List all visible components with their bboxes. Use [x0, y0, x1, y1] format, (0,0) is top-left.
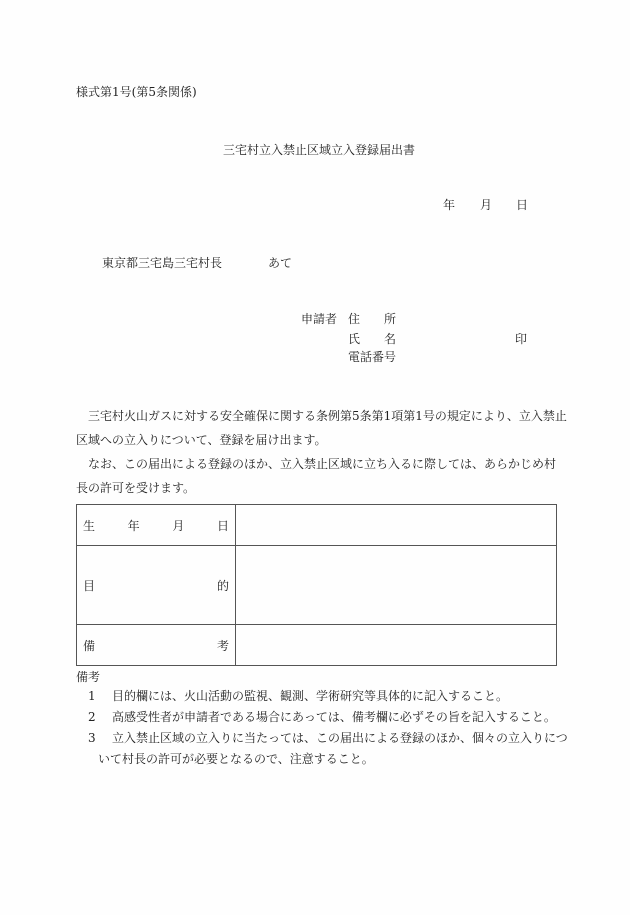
note-text: 立入禁止区域の立入りに当たっては、この届出による登録のほか、個々の立入りにつ [112, 731, 568, 745]
table-row-remarks [77, 625, 557, 666]
document-title: 三宅村立入禁止区域立入登録届出書 [222, 143, 415, 157]
applicant-label: 申請者 [301, 312, 338, 326]
note-item-3 [88, 728, 568, 749]
label-char: 目 [83, 578, 96, 593]
remarks-field[interactable] [236, 625, 557, 666]
address-label-2: 所 [384, 312, 397, 326]
note-item-3-continuation: いて村長の許可が必要となるので、注意すること。 [98, 752, 374, 766]
form-number: 様式第1号(第5条関係) [76, 85, 197, 99]
note-text: 高感受性者が申請者である場合にあっては、備考欄に必ずその旨を記入すること。 [112, 710, 556, 724]
body-para1-line1: 三宅村火山ガスに対する安全確保に関する条例第5条第1項第1号の規定により、立入禁止 [88, 409, 567, 423]
table-row-purpose [77, 546, 557, 625]
note-number: 1 [88, 689, 96, 703]
birthdate-label [77, 505, 236, 546]
label-char: 備 [83, 638, 96, 653]
label-char: 日 [216, 518, 229, 533]
label-char: 考 [216, 638, 229, 653]
remarks-label [77, 625, 236, 666]
note-item-1 [88, 686, 508, 707]
note-item-2 [88, 707, 556, 728]
birthdate-field[interactable] [236, 505, 557, 546]
body-para1-line2: 区域への立入りについて、登録を届け出ます。 [76, 433, 327, 447]
date-year-label: 年 [443, 198, 456, 212]
note-number: 2 [88, 710, 96, 724]
label-char: 生 [83, 518, 96, 533]
phone-label: 電話番号 [348, 350, 397, 364]
body-para2-line1: なお、この届出による登録のほか、立入禁止区域に立ち入るに際しては、あらかじめ村 [88, 457, 557, 471]
date-month-label: 月 [480, 198, 493, 212]
name-label-1: 氏 [348, 332, 361, 346]
note-number: 3 [88, 731, 96, 745]
label-char: 的 [216, 578, 229, 593]
table-row-birthdate [77, 505, 557, 546]
addressee-name: 東京都三宅島三宅村長 [102, 256, 223, 270]
address-label-1: 住 [348, 312, 361, 326]
seal-mark: 印 [515, 332, 528, 346]
addressee-suffix: あて [268, 256, 293, 270]
name-label-2: 名 [384, 332, 397, 346]
label-char: 月 [172, 518, 185, 533]
purpose-field[interactable] [236, 546, 557, 625]
date-day-label: 日 [516, 198, 529, 212]
body-para2-line2: 長の許可を受けます。 [76, 481, 196, 495]
form-table [76, 504, 557, 666]
purpose-label [77, 546, 236, 625]
label-char: 年 [127, 518, 140, 533]
notes-title: 備考 [76, 670, 101, 684]
note-text: 目的欄には、火山活動の監視、観測、学術研究等具体的に記入すること。 [112, 689, 509, 703]
